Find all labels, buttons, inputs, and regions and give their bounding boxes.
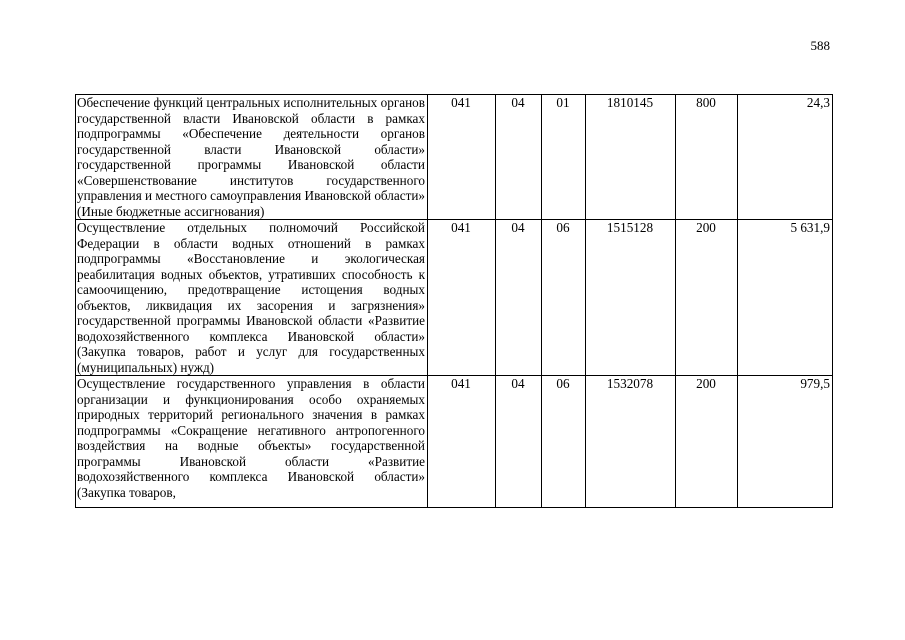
target-article-cell: 1515128 xyxy=(586,220,676,376)
subsection-code-cell: 06 xyxy=(542,220,586,376)
expense-type-cell: 200 xyxy=(676,376,738,508)
subsection-code-cell: 01 xyxy=(542,95,586,220)
row-description-cell xyxy=(76,376,428,508)
amount-cell: 24,3 xyxy=(738,95,833,220)
section-code-cell: 04 xyxy=(496,376,542,508)
expense-type-cell: 200 xyxy=(676,220,738,376)
table-row xyxy=(76,220,833,376)
section-code-cell: 04 xyxy=(496,220,542,376)
ministry-code-cell: 041 xyxy=(428,95,496,220)
target-article-cell: 1532078 xyxy=(586,376,676,508)
table-row xyxy=(76,95,833,220)
row-description-cell xyxy=(76,95,428,220)
target-article-cell: 1810145 xyxy=(586,95,676,220)
ministry-code-cell: 041 xyxy=(428,220,496,376)
row-description: Осуществление отдельных полномочий Российской Федерации в области водных отношений в рамках подпрограммы «Восстановление и экологическая реабилитация водных объектов, утративших способность к самоочищению, предотвращение истощения водных объектов, ликвидация их засорения и загрязнения» государственной программы Ивановской области «Развитие водохозяйственного комплекса Ивановской области» (Закупка товаров, работ и услуг для государственных (муниципальных) нужд) xyxy=(77,220,425,375)
subsection-code-cell: 06 xyxy=(542,376,586,508)
page-number: 588 xyxy=(810,38,830,53)
section-code-cell: 04 xyxy=(496,95,542,220)
row-description-cell xyxy=(76,220,428,376)
budget-table xyxy=(75,94,833,508)
expense-type-cell: 800 xyxy=(676,95,738,220)
table-row xyxy=(76,376,833,508)
ministry-code-cell: 041 xyxy=(428,376,496,508)
amount-cell: 979,5 xyxy=(738,376,833,508)
row-description: Осуществление государственного управления в области организации и функционирования особо охраняемых природных территорий регионального значения в рамках подпрограммы «Сокращение негативного антропогенного воздействия на водные объекты» государственной программы Ивановской области «Развитие водохозяйственного комплекса Ивановской области» (Закупка товаров, xyxy=(77,376,425,500)
row-description: Обеспечение функций центральных исполнительных органов государственной власти Ивановской области в рамках подпрограммы «Обеспечение деятельности органов государственной власти Ивановской области» государственной программы Ивановской области «Совершенствование институтов государственного управления и местного самоуправления Ивановской области» (Иные бюджетные ассигнования) xyxy=(77,95,425,219)
amount-cell: 5 631,9 xyxy=(738,220,833,376)
